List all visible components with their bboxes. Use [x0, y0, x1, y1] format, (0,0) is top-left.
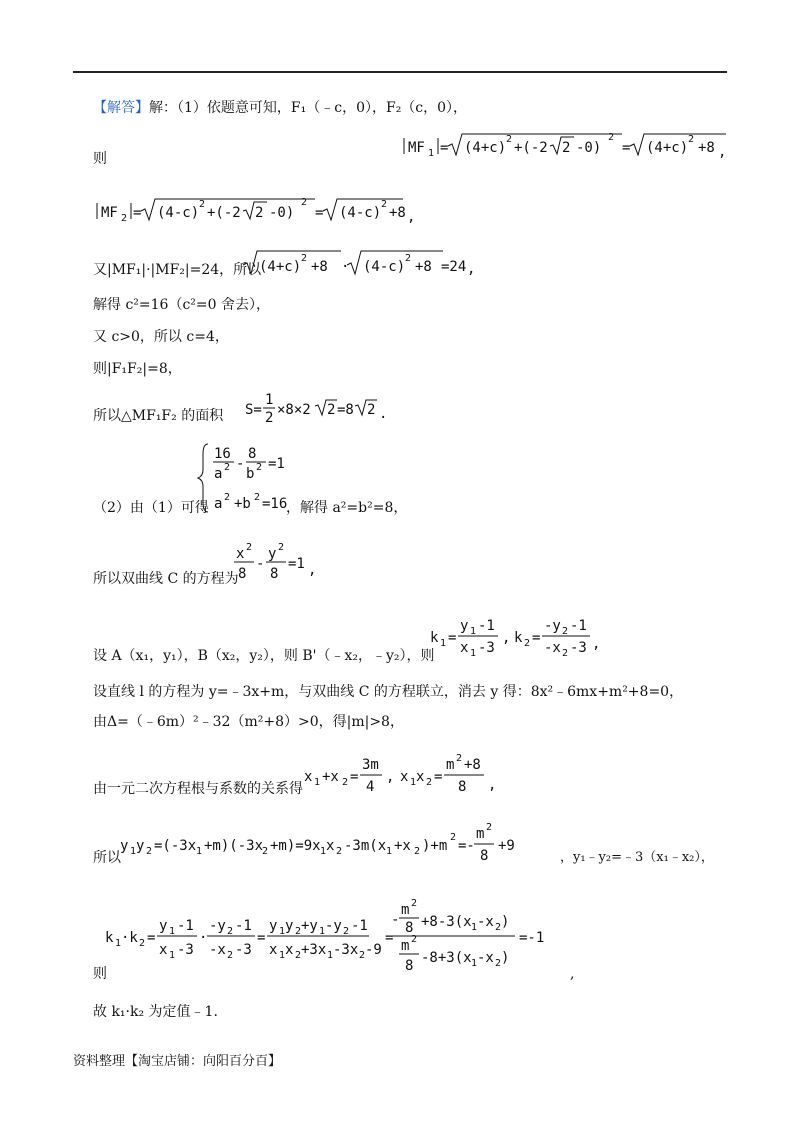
formula-y1y2 — [120, 822, 560, 870]
svg-text:a: a — [214, 496, 223, 512]
formula-hyperbola — [232, 540, 322, 590]
svg-text:1: 1 — [440, 638, 447, 649]
svg-text:2: 2 — [524, 638, 531, 649]
svg-text:2: 2 — [495, 922, 502, 933]
svg-text:,: , — [502, 630, 511, 646]
svg-text:)+m: )+m — [422, 838, 448, 854]
svg-text:-y: -y — [209, 918, 226, 934]
svg-text:-3: -3 — [177, 942, 194, 958]
svg-text:MF: MF — [408, 140, 425, 156]
svg-text:8: 8 — [405, 920, 414, 936]
svg-text:2: 2 — [246, 542, 253, 553]
svg-text:,: , — [407, 209, 416, 225]
svg-text:(4+c): (4+c) — [464, 140, 507, 156]
svg-text:-x: -x — [477, 950, 494, 966]
svg-text:1: 1 — [386, 846, 393, 857]
svg-text:-3: -3 — [570, 640, 587, 656]
svg-text:2: 2 — [426, 777, 433, 788]
svg-text:-0): -0) — [269, 205, 295, 221]
svg-text:4: 4 — [366, 779, 375, 795]
svg-text:): ) — [501, 914, 510, 930]
svg-text:2: 2 — [224, 492, 231, 503]
svg-text:8: 8 — [405, 958, 414, 974]
so-label: 所以 — [93, 850, 121, 866]
svg-text:2: 2 — [301, 197, 308, 208]
k1k2-trailing-comma: , — [570, 966, 575, 982]
svg-text:2: 2 — [146, 846, 153, 857]
svg-text:=1: =1 — [268, 456, 285, 472]
solution-intro — [93, 99, 467, 117]
svg-text:-1: -1 — [235, 918, 252, 934]
svg-text:=: = — [622, 140, 631, 156]
svg-text:2: 2 — [342, 777, 349, 788]
svg-text:2: 2 — [227, 926, 234, 937]
svg-text:=: = — [434, 769, 443, 785]
svg-text:-: - — [236, 456, 245, 472]
svg-text:1: 1 — [319, 926, 326, 937]
svg-text:2: 2 — [256, 462, 263, 473]
line-l-text: 设直线 l 的方程为 y=﹣3x+m，与双曲线 C 的方程联立，消去 y 得：8x²﹣6mx+m²+8=0， — [93, 684, 684, 700]
svg-text:m: m — [401, 938, 410, 954]
svg-text:y: y — [268, 546, 277, 562]
svg-text:1: 1 — [428, 148, 435, 159]
svg-text:1: 1 — [169, 926, 176, 937]
svg-text:-1: -1 — [177, 918, 194, 934]
svg-text:+y: +y — [301, 918, 318, 934]
svg-text:2: 2 — [254, 492, 261, 503]
svg-text:-1: -1 — [478, 618, 495, 634]
svg-text:=24: =24 — [441, 259, 467, 275]
svg-text:=16: =16 — [262, 496, 288, 512]
svg-text:=-: =- — [458, 838, 475, 854]
svg-text:8: 8 — [248, 446, 257, 462]
y1-minus-y2-text: ，y₁﹣y₂=﹣3（x₁﹣x₂）， — [560, 850, 714, 865]
svg-text:a: a — [214, 466, 223, 482]
svg-text:x: x — [460, 640, 469, 656]
svg-text:8: 8 — [458, 779, 467, 795]
svg-text:y: y — [285, 918, 294, 934]
svg-text:2: 2 — [278, 542, 285, 553]
svg-text:2: 2 — [359, 950, 366, 961]
svg-text:=: = — [147, 930, 156, 946]
svg-text:x: x — [159, 942, 168, 958]
svg-text:-: - — [256, 556, 265, 572]
svg-text:-3x: -3x — [333, 942, 359, 958]
svg-text:-3m(x: -3m(x — [344, 838, 387, 854]
svg-text:+b: +b — [234, 496, 251, 512]
svg-text:x: x — [400, 769, 409, 785]
svg-text:1: 1 — [470, 648, 477, 659]
svg-text:2: 2 — [486, 822, 493, 833]
svg-text:1: 1 — [279, 950, 286, 961]
svg-text:(4+c): (4+c) — [259, 259, 302, 275]
svg-text:·: · — [199, 930, 208, 946]
intro-text: 解：（1）依题意可知，F₁（﹣c，0），F₂（c，0）， — [149, 100, 468, 116]
svg-text:2: 2 — [411, 934, 418, 945]
svg-text:1: 1 — [314, 777, 321, 788]
svg-text:,: , — [467, 261, 476, 277]
svg-text:+x: +x — [322, 769, 339, 785]
svg-text:2: 2 — [343, 926, 350, 937]
svg-text:x: x — [416, 769, 425, 785]
svg-text:2: 2 — [139, 938, 146, 949]
svg-text:2: 2 — [411, 898, 418, 909]
svg-text:=: = — [385, 930, 394, 946]
svg-text:1: 1 — [410, 777, 417, 788]
svg-text:+8-3(x: +8-3(x — [421, 914, 472, 930]
svg-text:=1: =1 — [288, 556, 305, 572]
svg-text:2: 2 — [495, 958, 502, 969]
svg-text:2: 2 — [381, 199, 388, 210]
svg-text:2: 2 — [224, 462, 231, 473]
svg-text:2: 2 — [295, 950, 302, 961]
svg-text:1: 1 — [265, 392, 274, 408]
points-text: 设 A（x₁，y₁），B（x₂，y₂），则 B'（﹣x₂，﹣y₂），则 — [93, 648, 435, 664]
svg-text:·k: ·k — [121, 930, 138, 946]
header-rule — [73, 71, 727, 73]
then-label-2: 则 — [93, 966, 107, 982]
svg-text:+x: +x — [394, 838, 411, 854]
conclusion-text: 故 k₁·k₂ 为定值﹣1. — [93, 1004, 218, 1020]
svg-text:=: = — [133, 205, 142, 221]
svg-text:(4-c): (4-c) — [157, 205, 200, 221]
svg-text:×8×2: ×8×2 — [277, 402, 311, 418]
svg-text:(4-c): (4-c) — [339, 205, 382, 221]
svg-text:2: 2 — [295, 926, 302, 937]
svg-text:m: m — [476, 826, 485, 842]
svg-text:2: 2 — [562, 648, 569, 659]
discriminant-text: 由Δ=（﹣6m）²﹣32（m²+8）>0，得|m|>8， — [93, 714, 404, 730]
svg-text:1: 1 — [471, 958, 478, 969]
svg-text:=: = — [315, 205, 324, 221]
svg-text:y: y — [120, 838, 129, 854]
svg-text:8: 8 — [238, 566, 247, 582]
svg-text:y: y — [460, 618, 469, 634]
svg-text:=: = — [440, 140, 449, 156]
solve-c-text: 解得 c²=16（c²=0 舍去）， — [93, 297, 270, 313]
svg-text:2: 2 — [450, 832, 457, 843]
formula-product — [241, 245, 476, 281]
footer-note: 资料整理【淘宝店铺：向阳百分百】 — [73, 1054, 282, 1069]
svg-text:-x: -x — [477, 914, 494, 930]
area-text: 所以△MF₁F₂ 的面积 — [93, 408, 224, 424]
svg-text:1: 1 — [470, 626, 477, 637]
svg-text:-1: -1 — [351, 918, 368, 934]
svg-text:2: 2 — [506, 134, 513, 145]
svg-text:-1: -1 — [570, 618, 587, 634]
part2-label: （2）由（1）可得 — [93, 500, 209, 516]
svg-text:16: 16 — [214, 446, 231, 462]
svg-text:,: , — [592, 636, 601, 652]
svg-text:-9: -9 — [365, 942, 382, 958]
f1f2-distance-text: 则|F₁F₂|=8， — [93, 361, 182, 377]
hyperbola-text: 所以双曲线 C 的方程为 — [93, 571, 239, 587]
svg-text:1: 1 — [196, 846, 203, 857]
svg-text:+(-2: +(-2 — [207, 205, 241, 221]
svg-text:2: 2 — [405, 253, 412, 264]
svg-text:3m: 3m — [362, 757, 379, 773]
svg-text:2: 2 — [227, 950, 234, 961]
svg-text:=-1: =-1 — [519, 930, 545, 946]
svg-text:x: x — [236, 546, 245, 562]
svg-text:x: x — [326, 838, 335, 854]
formula-k1k2 — [103, 898, 583, 978]
svg-text:-3: -3 — [478, 640, 495, 656]
svg-text:+8: +8 — [311, 259, 328, 275]
vieta-text: 由一元二次方程根与系数的关系得 — [93, 781, 303, 797]
svg-text:): ) — [501, 950, 510, 966]
svg-text:2: 2 — [336, 846, 343, 857]
svg-text:k: k — [105, 930, 114, 946]
svg-text:.: . — [379, 406, 388, 422]
svg-text:+9: +9 — [498, 838, 515, 854]
formula-slopes — [428, 614, 608, 662]
svg-text:=(-3x: =(-3x — [154, 838, 197, 854]
svg-text:+8: +8 — [698, 140, 715, 156]
svg-text:=: = — [448, 630, 457, 646]
product-line-text: 又|MF₁|·|MF₂|=24，所以 — [93, 262, 262, 278]
svg-text:1: 1 — [115, 938, 122, 949]
svg-text:,: , — [386, 769, 395, 785]
svg-text:b: b — [246, 466, 255, 482]
svg-text:=8: =8 — [337, 402, 354, 418]
formula-area — [243, 388, 388, 428]
svg-text:x: x — [269, 942, 278, 958]
svg-text:2: 2 — [456, 753, 463, 764]
then-label-1: 则 — [93, 151, 107, 167]
svg-text:2: 2 — [255, 205, 264, 221]
svg-text:8: 8 — [480, 848, 489, 864]
svg-text:-y: -y — [544, 618, 561, 634]
svg-text:x: x — [285, 942, 294, 958]
svg-text:2: 2 — [562, 140, 571, 156]
formula-vieta — [302, 753, 502, 801]
svg-text:1: 1 — [169, 950, 176, 961]
svg-text:2: 2 — [414, 846, 421, 857]
svg-text:S=: S= — [245, 402, 262, 418]
svg-text:+(-2: +(-2 — [514, 140, 548, 156]
svg-text:,: , — [718, 144, 727, 160]
svg-text:+8: +8 — [389, 205, 406, 221]
svg-text:-y: -y — [325, 918, 342, 934]
svg-text:·: · — [341, 259, 350, 275]
formula-mf2 — [93, 193, 423, 233]
svg-text:y: y — [159, 918, 168, 934]
svg-text:-3: -3 — [235, 942, 252, 958]
svg-text:+3x: +3x — [301, 942, 327, 958]
c-positive-text: 又 c>0，所以 c=4， — [93, 329, 229, 345]
answer-tag: 【解答】 — [93, 100, 149, 116]
svg-text:2: 2 — [301, 253, 308, 264]
svg-text:m: m — [446, 757, 455, 773]
svg-text:(4-c): (4-c) — [363, 259, 406, 275]
svg-text:2: 2 — [199, 199, 206, 210]
svg-text:1: 1 — [130, 846, 137, 857]
svg-text:+8: +8 — [464, 757, 481, 773]
svg-text:=: = — [350, 769, 359, 785]
svg-text:,: , — [308, 562, 317, 578]
svg-text:k: k — [430, 630, 439, 646]
svg-text:2: 2 — [608, 132, 615, 143]
svg-text:1: 1 — [471, 922, 478, 933]
svg-text:y: y — [136, 838, 145, 854]
svg-text:1: 1 — [320, 846, 327, 857]
svg-text:=: = — [257, 930, 266, 946]
svg-text:MF: MF — [101, 205, 118, 221]
svg-text:1: 1 — [327, 950, 334, 961]
svg-text:=: = — [532, 630, 541, 646]
svg-text:+m)(-3x: +m)(-3x — [204, 838, 264, 854]
svg-text:y: y — [269, 918, 278, 934]
svg-text:2: 2 — [562, 626, 569, 637]
svg-text:2: 2 — [688, 134, 695, 145]
svg-text:-0): -0) — [576, 140, 602, 156]
svg-text:-x: -x — [209, 942, 226, 958]
svg-text:2: 2 — [265, 410, 274, 426]
svg-text:2: 2 — [367, 402, 376, 418]
svg-text:2: 2 — [121, 213, 128, 224]
svg-text:-: - — [391, 912, 400, 928]
svg-text:+8: +8 — [415, 259, 432, 275]
svg-text:m: m — [401, 902, 410, 918]
svg-text:1: 1 — [279, 926, 286, 937]
part2-result: ，解得 a²=b²=8， — [286, 500, 408, 516]
svg-text:8: 8 — [270, 566, 279, 582]
svg-text:x: x — [304, 769, 313, 785]
svg-text:+m)=9x: +m)=9x — [270, 838, 321, 854]
svg-text:k: k — [514, 630, 523, 646]
svg-text:-8+3(x: -8+3(x — [421, 950, 472, 966]
svg-text:(4+c): (4+c) — [646, 140, 689, 156]
svg-text:2: 2 — [327, 402, 336, 418]
formula-mf1 — [400, 128, 730, 168]
svg-text:2: 2 — [262, 846, 269, 857]
formula-system — [200, 440, 300, 520]
svg-text:,: , — [488, 777, 497, 793]
svg-text:-x: -x — [544, 640, 561, 656]
